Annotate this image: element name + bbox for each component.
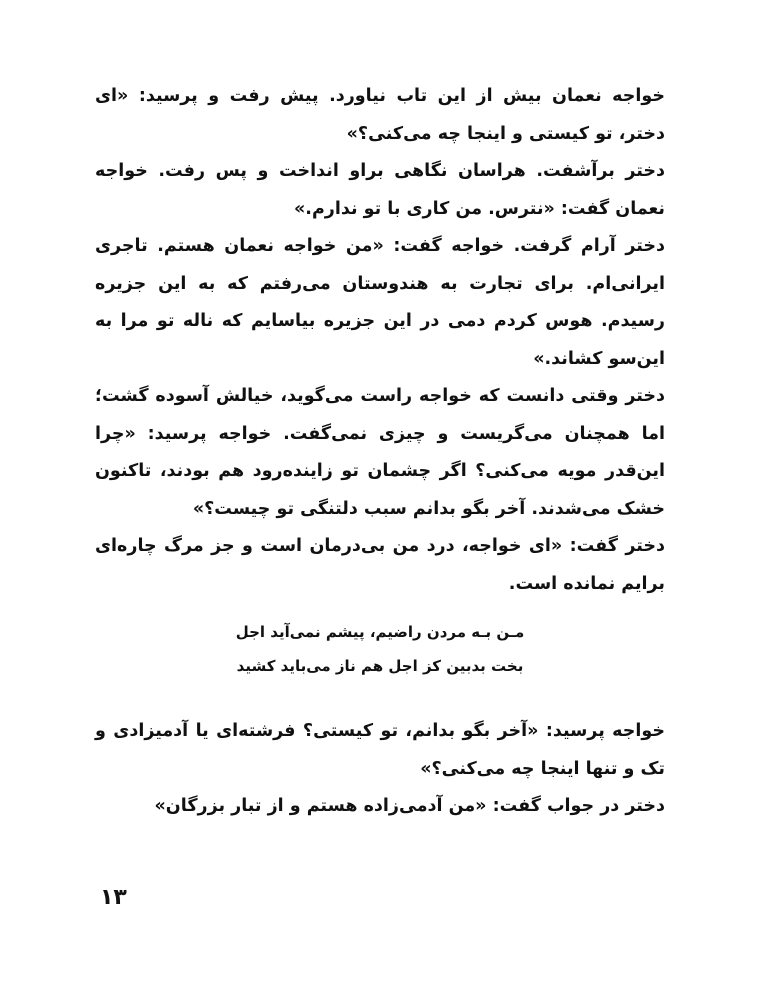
page-body: [95, 78, 665, 826]
paragraph: دختر آرام گرفت. خواجه گفت: «من خواجه نعمان هستم. تاجری ایرانی‌ام. برای تجارت به هندوستان می‌رفتم که به این جزیره رسیدم. هوس کردم دمی در این جزیره بیاسایم که ناله تو مرا به این‌سو کشاند.»: [95, 236, 665, 369]
verse-line: بخت بدبین کز اجل هم ناز می‌باید کشید: [236, 657, 524, 675]
paragraph: دختر وقتی دانست که خواجه راست می‌گوید، خیالش آسوده گشت؛ اما همچنان می‌گریست و چیزی نمی‌گفت. خواجه پرسید: «چرا این‌قدر مویه می‌کنی؟ اگر چشمان تو زاینده‌رود هم بودند، تاکنون خشک می‌شدند. آخر بگو بدانم سبب دلتنگی تو چیست؟»: [95, 386, 665, 519]
paragraph: دختر برآشفت. هراسان نگاهی براو انداخت و پس رفت. خواجه نعمان گفت: «نترس. من کاری با تو ندارم.»: [95, 161, 665, 219]
paragraph: دختر گفت: «ای خواجه، درد من بی‌درمان است و جز مرگ چاره‌ای برایم نمانده است.: [95, 536, 665, 594]
paragraph: خواجه نعمان بیش از این تاب نیاورد. پیش رفت و پرسید: «ای دختر، تو کیستی و اینجا چه می‌کنی؟»: [95, 86, 665, 144]
paragraph: دختر در جواب گفت: «من آدمی‌زاده هستم و از تبار بزرگان»: [154, 796, 665, 816]
poem-verse: [95, 615, 665, 683]
paragraph: خواجه پرسید: «آخر بگو بدانم، تو کیستی؟ فرشته‌ای یا آدمیزادی و تک و تنها اینجا چه می‌کنی؟»: [95, 721, 665, 779]
page-number: ۱۳: [100, 885, 127, 910]
verse-line: مـن بـه مردن راضیم، پیشم نمی‌آید اجل: [235, 623, 525, 641]
